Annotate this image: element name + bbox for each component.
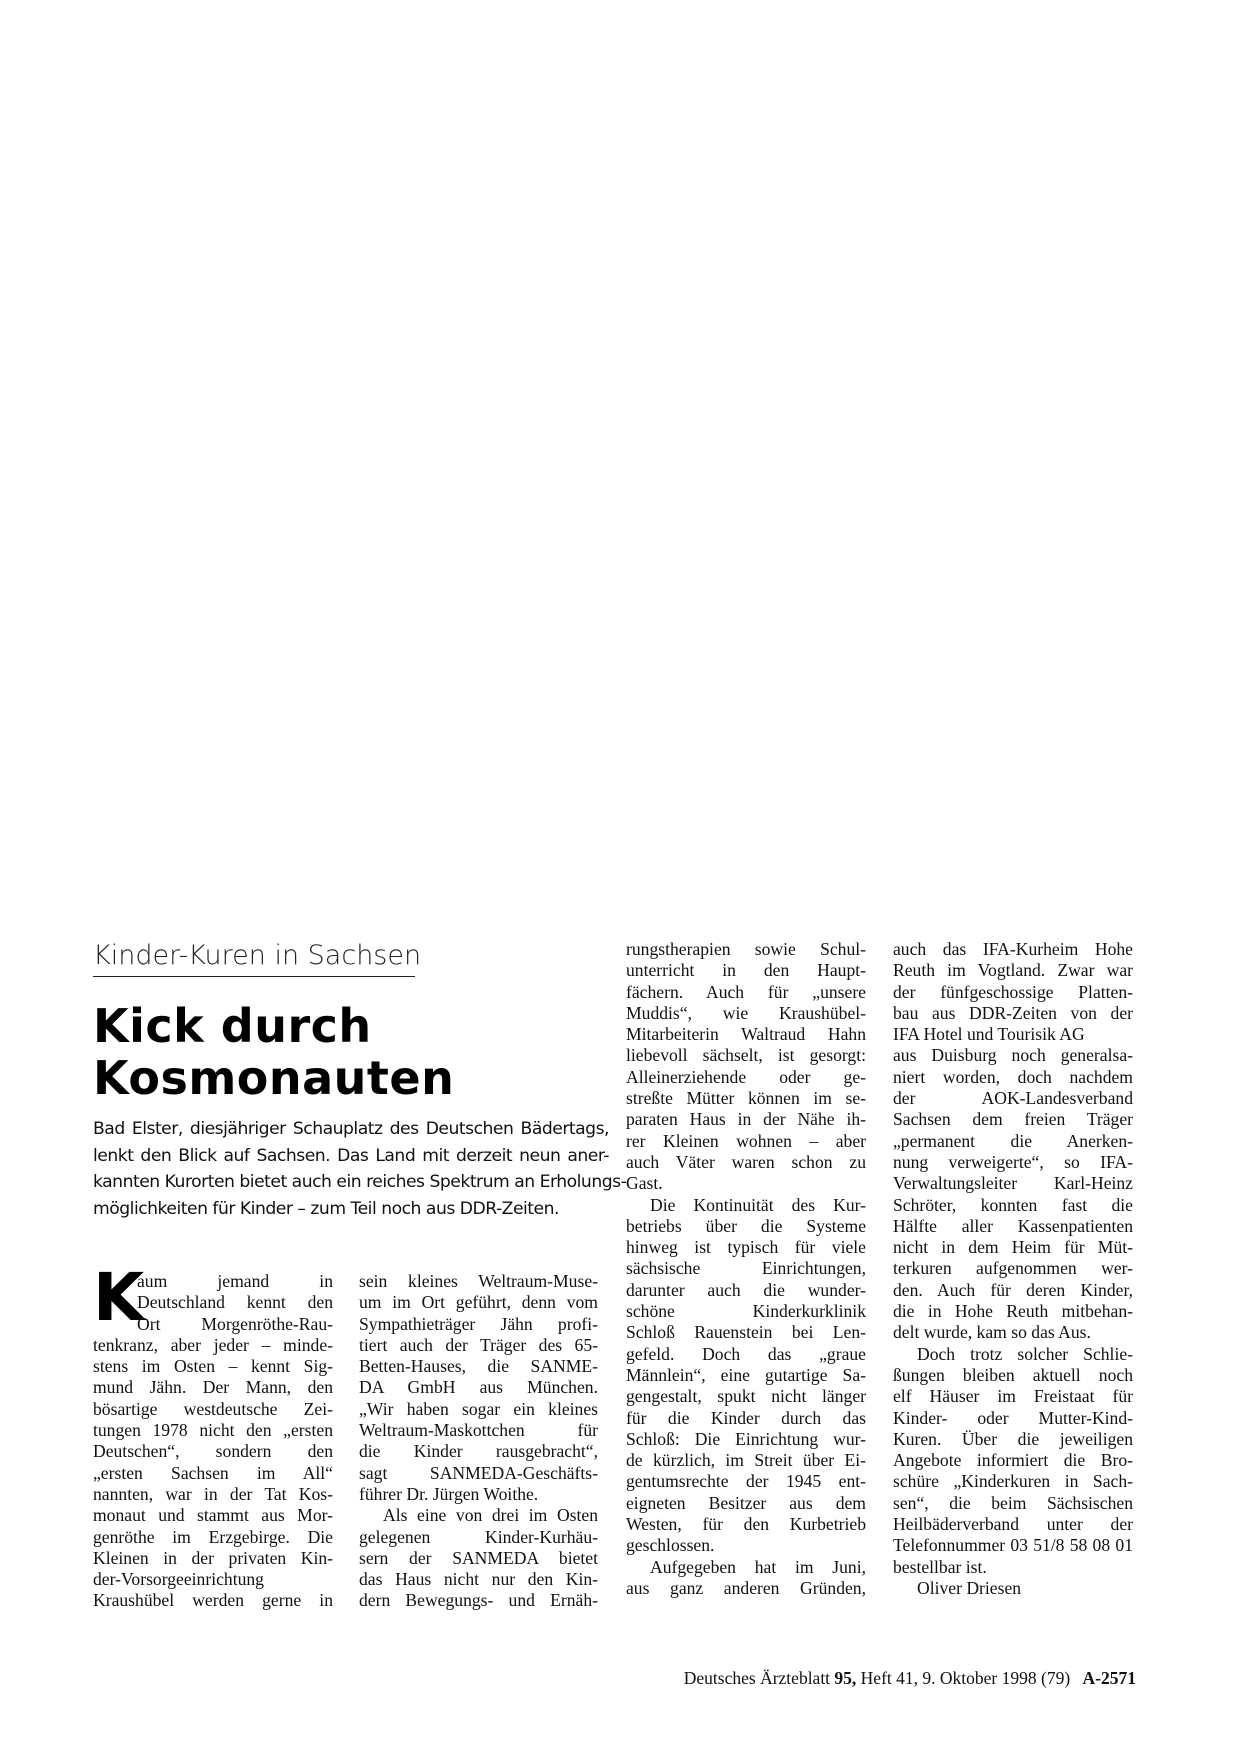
text-line: elf Häuser im Freistaat für (893, 1386, 1133, 1407)
text-line: hinweg ist typisch für viele (626, 1237, 866, 1258)
text-line: für die Kinder durch das (626, 1407, 866, 1428)
text-line: „permanent die Anerken- (893, 1130, 1133, 1151)
text-line: Männlein“, eine gutartige Sa- (626, 1364, 866, 1385)
text-line: „Wir haben sogar ein kleines (359, 1398, 598, 1419)
text-line: terkuren aufgenommen wer- (893, 1258, 1133, 1279)
text-line: monaut und stammt aus Mor- (93, 1505, 333, 1526)
text-line: Die Kontinuität des Kur- (650, 1194, 866, 1215)
text-line: führer Dr. Jürgen Woithe. (359, 1483, 539, 1504)
text-line: schüre „Kinderkuren in Sach- (893, 1471, 1133, 1492)
text-line: geschlossen. (626, 1535, 715, 1556)
text-line: sein kleines Weltraum-Muse- (359, 1271, 598, 1291)
text-line: der AOK-Landesverband (893, 1088, 1133, 1109)
text-line: dern Bewegungs- und Ernäh- (359, 1590, 598, 1611)
text-line: auch das IFA-Kurheim Hohe (893, 939, 1133, 959)
text-line: nung verweigerte“, so IFA- (893, 1151, 1133, 1172)
text-line: gentumsrechte der 1945 ent- (626, 1471, 866, 1492)
text-line: unterricht in den Haupt- (626, 960, 866, 981)
text-line: schöne Kinderkurklinik (626, 1301, 866, 1322)
text-line: Kinder- oder Mutter-Kind- (893, 1407, 1133, 1428)
text-line: Telefonnummer 03 51/8 58 08 01 (893, 1535, 1133, 1556)
text-line: bau aus DDR-Zeiten von der (893, 1002, 1133, 1023)
text-line: Schröter, konnten fast die (893, 1194, 1133, 1215)
text-line: IFA Hotel und Tourisik AG (893, 1024, 1085, 1045)
footer-issue: Heft 41, 9. Oktober 1998 (79) (860, 1668, 1071, 1688)
author-byline: Oliver Driesen (917, 1577, 1022, 1598)
text-line: Sachsen dem freien Träger (893, 1109, 1133, 1130)
text-line: sern der SANMEDA bietet (359, 1547, 598, 1568)
text-line: ßungen bleiben aktuell noch (893, 1364, 1133, 1385)
text-line: Kleinen in der privaten Kin- (93, 1547, 333, 1568)
text-line: Als eine von drei im Osten (383, 1505, 598, 1526)
text-line: aus ganz anderen Gründen, (626, 1577, 866, 1598)
text-line: Deutschen“, sondern den (93, 1441, 333, 1462)
text-line: streßte Mütter können im se- (626, 1088, 866, 1109)
text-line: niert worden, doch nachdem (893, 1066, 1133, 1087)
text-column-2 (359, 1271, 598, 1612)
text-line: sen“, die beim Sächsischen (893, 1492, 1133, 1513)
text-line: betriebs über die Systeme (626, 1215, 866, 1236)
text-line: Angebote informiert die Bro- (893, 1450, 1133, 1471)
text-line: Sympathieträger Jähn profi- (359, 1313, 598, 1334)
headline-line: Kick durch (93, 999, 372, 1053)
text-line: Reuth im Vogtland. Zwar war (893, 960, 1133, 981)
text-line: nicht in dem Heim für Müt- (893, 1237, 1133, 1258)
text-line: auch Väter waren schon zu (626, 1151, 866, 1172)
lede-line: kannten Kurorten bietet auch ein reiches Spektrum an Erholungs- (93, 1172, 627, 1192)
text-line: aus Duisburg noch generalsa- (893, 1045, 1133, 1066)
text-line: Hälfte aller Kassenpatienten (893, 1215, 1133, 1236)
text-line: rer Kleinen wohnen – aber (626, 1130, 866, 1151)
footer-journal: Deutsches Ärzteblatt (683, 1668, 831, 1688)
text-column-3 (626, 939, 866, 1599)
text-line: rungstherapien sowie Schul- (626, 939, 866, 959)
text-line: Mitarbeiterin Waltraud Hahn (626, 1024, 866, 1045)
text-line: Verwaltungsleiter Karl-Heinz (893, 1173, 1133, 1194)
text-line: Heilbäderverband unter der (893, 1514, 1133, 1535)
text-line: Muddis“, wie Kraushübel- (626, 1002, 866, 1023)
text-line: tenkranz, aber jeder – minde- (93, 1334, 333, 1355)
text-line: aum jemand in (137, 1271, 333, 1291)
text-line: Schloß: Die Einrichtung wur- (626, 1428, 866, 1449)
text-line: delt wurde, kam so das Aus. (893, 1322, 1091, 1343)
text-line: sächsische Einrichtungen, (626, 1258, 866, 1279)
text-line: genröthe im Erzgebirge. Die (93, 1526, 333, 1547)
text-line: der-Vorsorgeeinrichtung (93, 1569, 264, 1590)
text-line: liebevoll sächselt, ist gesorgt: (626, 1045, 866, 1066)
text-line: der fünfgeschossige Platten- (893, 981, 1133, 1002)
text-line: gefeld. Doch das „graue (626, 1343, 866, 1364)
article-lede (93, 1116, 627, 1222)
text-line: tiert auch der Träger des 65- (359, 1334, 598, 1355)
text-line: Kuren. Über die jeweiligen (893, 1428, 1133, 1449)
text-line: sagt SANMEDA-Geschäfts- (359, 1462, 598, 1483)
text-line: Gast. (626, 1173, 663, 1194)
text-line: den. Auch für deren Kinder, (893, 1279, 1133, 1300)
text-line: Doch trotz solcher Schlie- (917, 1343, 1133, 1364)
text-line: gengestalt, spukt nicht länger (626, 1386, 866, 1407)
text-line: das Haus nicht nur den Kin- (359, 1569, 598, 1590)
headline-line: Kosmonauten (93, 1051, 455, 1105)
text-line: die in Hohe Reuth mitbehan- (893, 1301, 1133, 1322)
text-line: Westen, für den Kurbetrieb (626, 1514, 866, 1535)
text-line: darunter auch die wunder- (626, 1279, 866, 1300)
text-line: Ort Morgenröthe-Rau- (137, 1313, 333, 1334)
text-line: DA GmbH aus München. (359, 1377, 598, 1398)
text-line: nannten, war in der Tat Kos- (93, 1483, 333, 1504)
text-line: Schloß Rauenstein bei Len- (626, 1322, 866, 1343)
text-line: die Kinder rausgebracht“, (359, 1441, 598, 1462)
text-column-4 (893, 939, 1133, 1599)
text-line: mund Jähn. Der Mann, den (93, 1377, 333, 1398)
text-line: eigneten Besitzer aus dem (626, 1492, 866, 1513)
text-line: Weltraum-Maskottchen für (359, 1420, 598, 1441)
text-column-1 (93, 1271, 333, 1612)
lede-line: lenkt den Blick auf Sachsen. Das Land mit derzeit neun aner- (93, 1145, 609, 1166)
text-line: Aufgegeben hat im Juni, (650, 1556, 866, 1577)
text-line: fächern. Auch für „unsere (626, 981, 866, 1002)
text-line: Betten-Hauses, die SANME- (359, 1356, 598, 1377)
text-line: tungen 1978 nicht den „ersten (93, 1420, 333, 1441)
footer-volume: 95, (834, 1668, 857, 1688)
text-line: Deutschland kennt den (137, 1292, 333, 1313)
text-line: stens im Osten – kennt Sig- (93, 1356, 333, 1377)
text-line: gelegenen Kinder-Kurhäu- (359, 1526, 598, 1547)
text-line: de kürzlich, im Streit über Ei- (626, 1450, 866, 1471)
text-line: „ersten Sachsen im All“ (93, 1462, 333, 1483)
footer-page-number: A-2571 (1082, 1668, 1136, 1688)
lede-line: möglichkeiten für Kinder – zum Teil noch aus DDR-Zeiten. (93, 1198, 559, 1219)
text-line: bösartige westdeutsche Zei- (93, 1398, 333, 1419)
text-line: Alleinerziehende oder ge- (626, 1066, 866, 1087)
page-footer (606, 1667, 1136, 1689)
text-line: Kraushübel werden gerne in (93, 1590, 333, 1611)
text-line: um im Ort geführt, denn vom (359, 1292, 598, 1313)
text-line: bestellbar ist. (893, 1556, 987, 1577)
article-headline (93, 1000, 613, 1104)
drop-cap: K (93, 1259, 145, 1336)
lede-line: Bad Elster, diesjähriger Schauplatz des Deutschen Bädertags, (93, 1119, 609, 1139)
article-kicker: Kinder-Kuren in Sachsen (93, 938, 415, 977)
text-line: paraten Haus in der Nähe ih- (626, 1109, 866, 1130)
